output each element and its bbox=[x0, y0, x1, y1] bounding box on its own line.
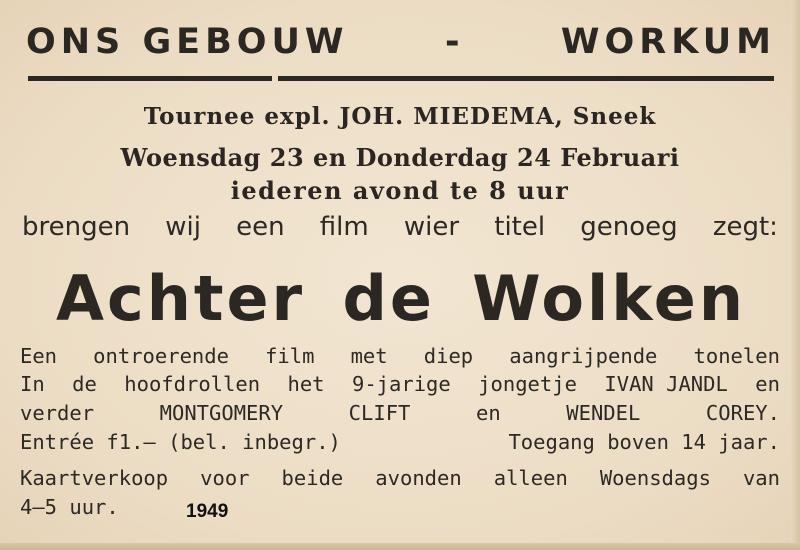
intro-word: genoeg bbox=[580, 212, 678, 242]
intro-word: titel bbox=[494, 212, 546, 242]
description-line-3 bbox=[20, 401, 780, 425]
desc-word: en bbox=[475, 401, 501, 425]
desc-word: diep bbox=[423, 344, 474, 368]
intro-word: wij bbox=[165, 212, 201, 242]
intro-word: een bbox=[236, 212, 285, 242]
sale-word: Woensdags bbox=[599, 466, 711, 490]
desc-word: ontroerende bbox=[93, 344, 229, 368]
actor-name: IVAN JANDL bbox=[604, 372, 728, 396]
description-line-2 bbox=[20, 372, 780, 396]
intro-word: brengen bbox=[22, 212, 131, 242]
dates-line: Woensdag 23 en Donderdag 24 Februari bbox=[120, 143, 680, 172]
header-dash: - bbox=[444, 22, 465, 62]
desc-word: het bbox=[287, 372, 325, 396]
desc-word: tonelen bbox=[693, 344, 780, 368]
intro-word: film bbox=[319, 212, 369, 242]
actor-name: CLIFT bbox=[348, 401, 411, 425]
ticket-sale-line-2: 4—5 uur. bbox=[20, 495, 119, 519]
intro-word: wier bbox=[403, 212, 460, 242]
desc-word: hoofdrollen bbox=[124, 372, 261, 396]
desc-word: verder bbox=[20, 401, 95, 425]
desc-word: jongetje bbox=[478, 372, 577, 396]
venue-name: ONS GEBOUW bbox=[26, 22, 349, 62]
sale-word: voor bbox=[200, 466, 250, 490]
desc-word: de bbox=[72, 372, 97, 396]
description-line-1 bbox=[20, 344, 780, 368]
intro-line bbox=[22, 212, 778, 242]
age-restriction: Toegang boven 14 jaar. bbox=[508, 430, 780, 454]
intro-word: zegt: bbox=[712, 212, 778, 242]
paper-edge-bottom bbox=[0, 543, 800, 550]
time-line: iederen avond te 8 uur bbox=[230, 176, 570, 205]
actor-name: WENDEL bbox=[566, 401, 641, 425]
desc-word: aangrijpende bbox=[509, 344, 658, 368]
film-title-word: Achter bbox=[56, 262, 306, 335]
film-title bbox=[56, 262, 746, 335]
desc-word: Een bbox=[20, 344, 58, 368]
tour-line: Tournee expl. JOH. MIEDEMA, Sneek bbox=[143, 103, 657, 130]
film-title-word: Wolken bbox=[472, 262, 746, 335]
desc-word: film bbox=[265, 344, 315, 368]
actor-name: MONTGOMERY bbox=[159, 401, 284, 425]
sale-word: alleen bbox=[493, 466, 568, 490]
town-name: WORKUM bbox=[560, 22, 776, 62]
desc-word: met bbox=[350, 344, 388, 368]
sale-word: van bbox=[742, 466, 780, 490]
paper-edge-right bbox=[791, 0, 800, 550]
admission-price: Entrée f1.— (bel. inbegr.) bbox=[20, 430, 341, 454]
header bbox=[26, 22, 776, 62]
description-line-4 bbox=[20, 430, 780, 454]
desc-word: en bbox=[755, 372, 780, 396]
desc-word: In bbox=[20, 372, 45, 396]
sale-word: avonden bbox=[375, 466, 462, 490]
film-title-word: de bbox=[342, 262, 435, 335]
desc-word: 9-jarige bbox=[351, 372, 451, 396]
sale-word: beide bbox=[281, 466, 344, 490]
year-annotation: 1949 bbox=[186, 501, 229, 522]
header-rule-right bbox=[278, 76, 774, 81]
ticket-sale-line-1 bbox=[20, 466, 780, 490]
header-rule-left bbox=[28, 76, 272, 81]
actor-name: COREY. bbox=[705, 401, 780, 425]
sale-word: Kaartverkoop bbox=[20, 466, 169, 490]
